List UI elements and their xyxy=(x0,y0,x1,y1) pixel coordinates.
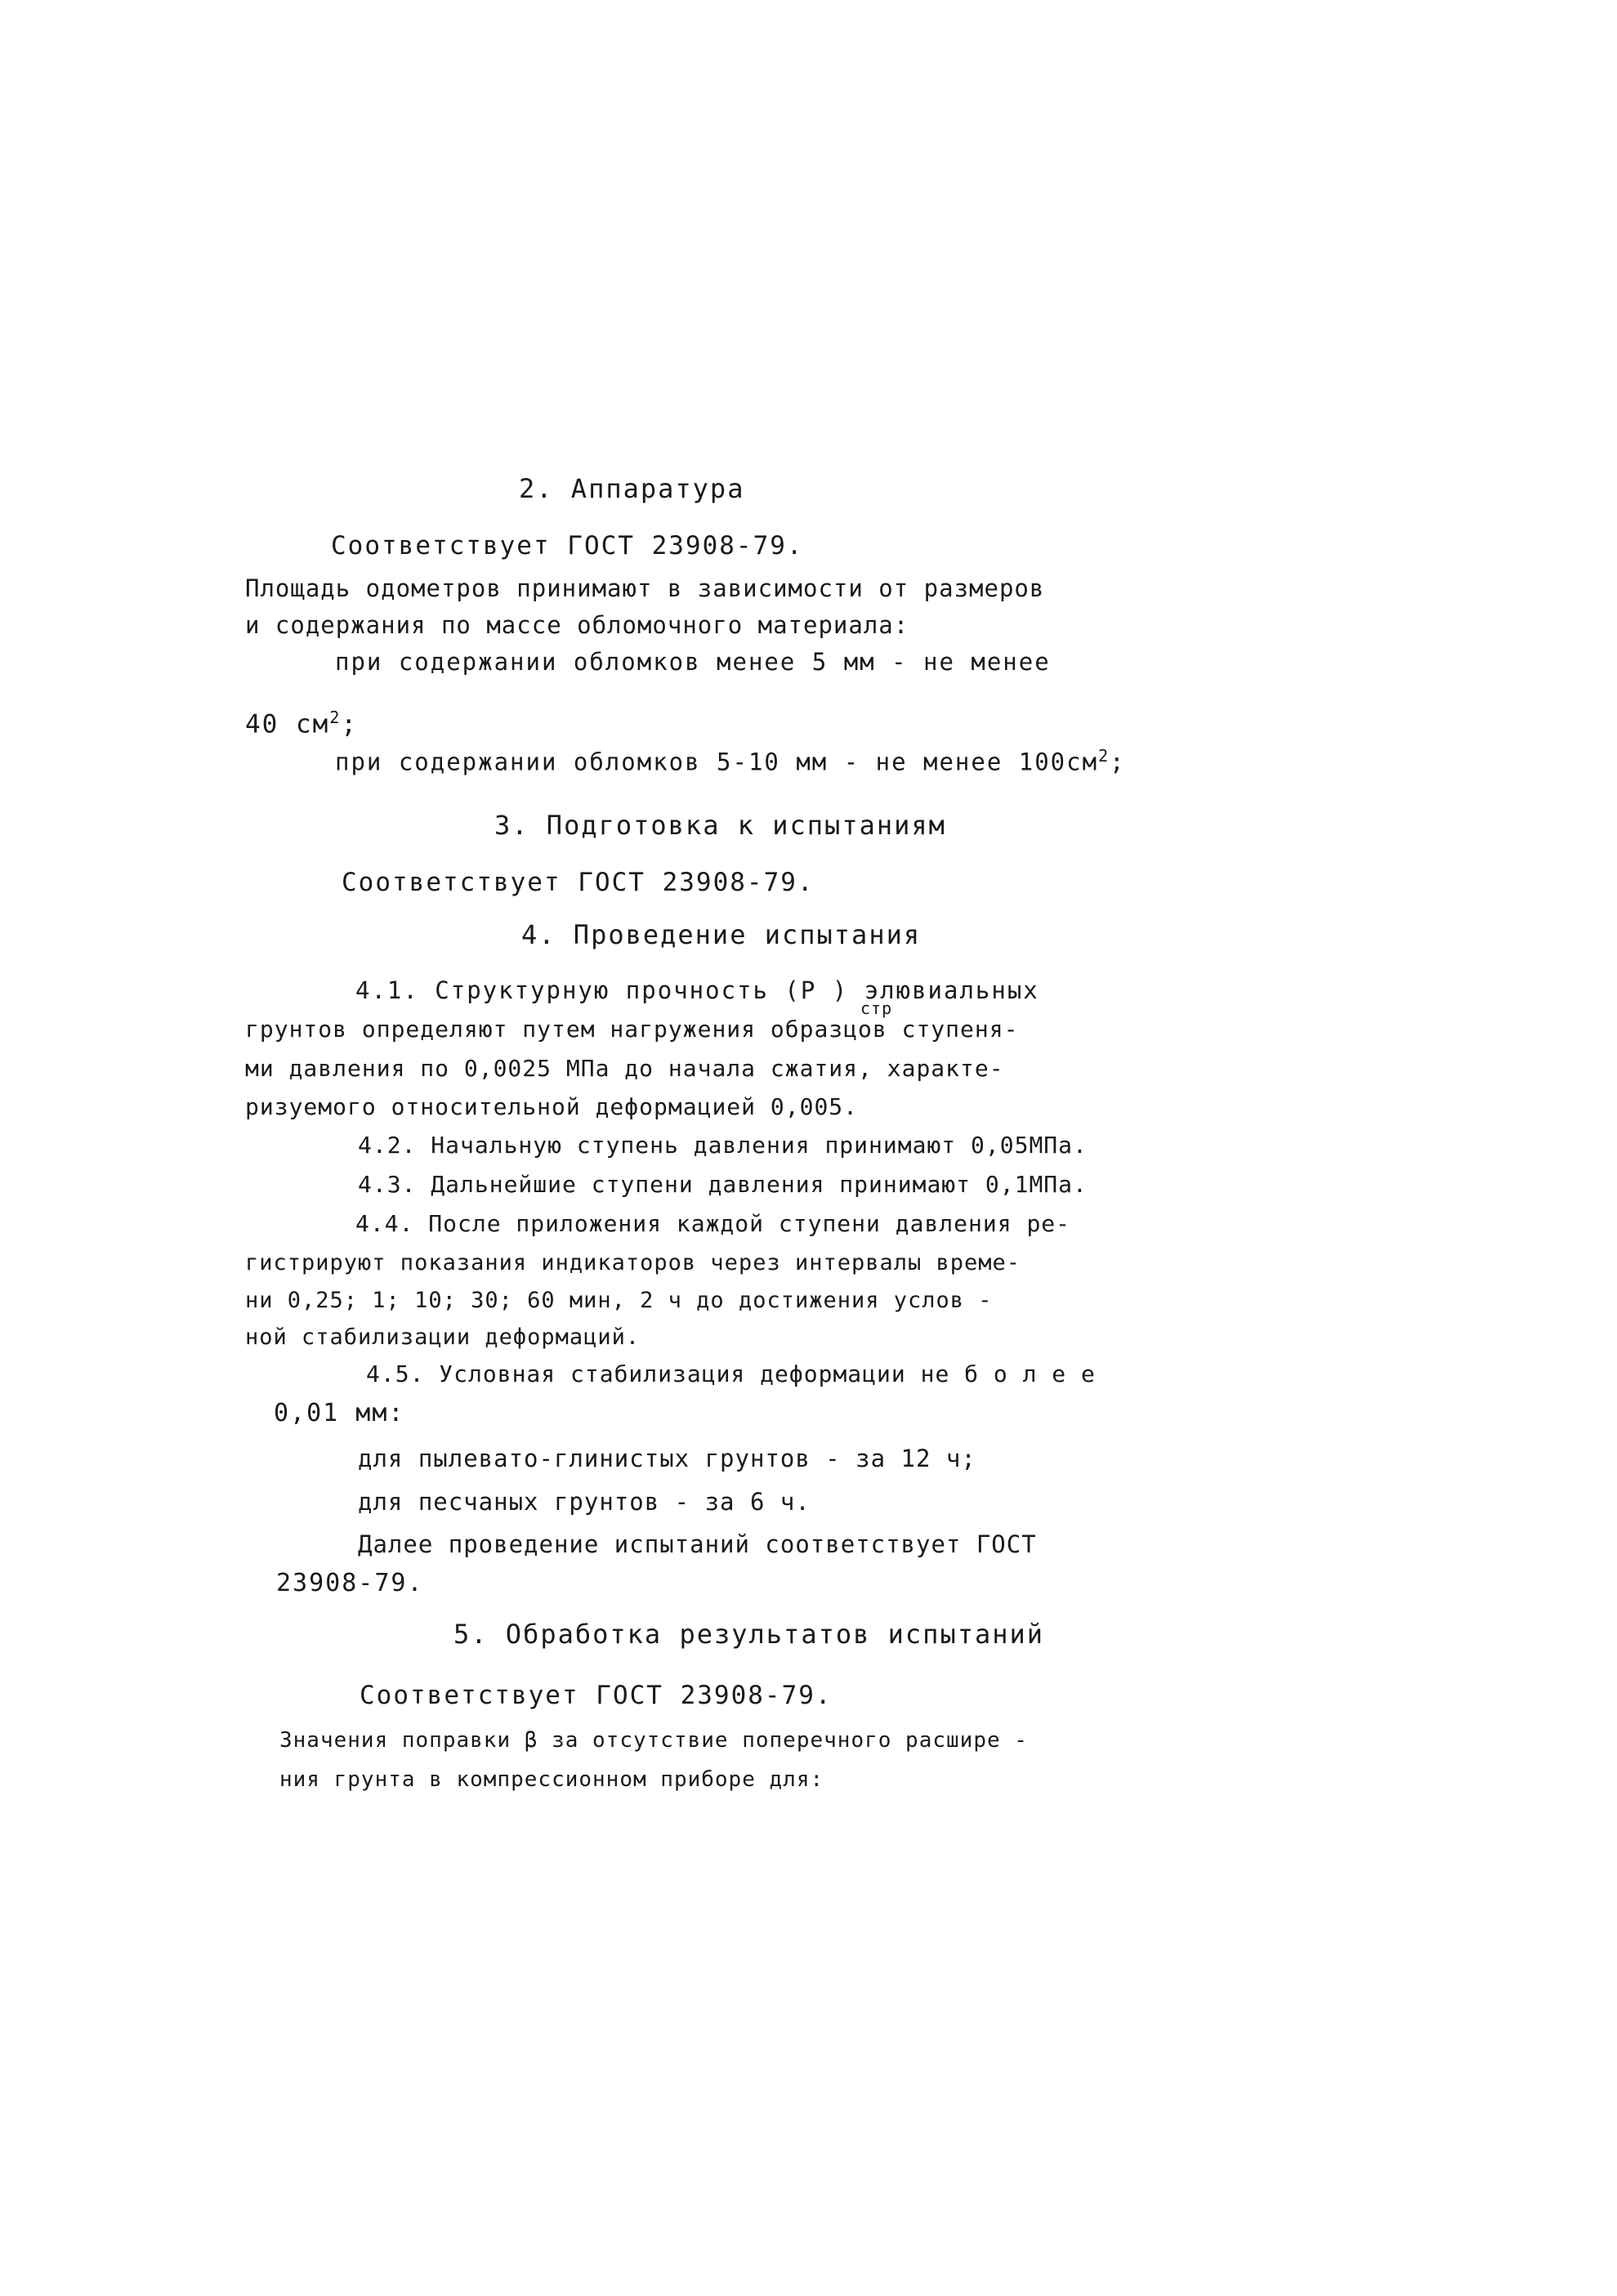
paragraph-line: 0,01 мм: xyxy=(274,1399,405,1427)
section-heading-processing: 5. Обработка результатов испытаний xyxy=(453,1619,1045,1650)
paragraph-line: 4.3. Дальнейшие ступени давления принимают 0,1МПа. xyxy=(358,1171,1088,1198)
paragraph-line: ни 0,25; 1; 10; 30; 60 мин, 2 ч до достижения услов - xyxy=(245,1288,993,1313)
paragraph-line: Далее проведение испытаний соответствует ГОСТ xyxy=(358,1530,1037,1558)
paragraph-line: Соответствует ГОСТ 23908-79. xyxy=(331,531,804,561)
paragraph-line: Соответствует ГОСТ 23908-79. xyxy=(342,868,815,897)
paragraph-line: ной стабилизации деформаций. xyxy=(245,1324,641,1350)
paragraph-line: 4.4. После приложения каждой ступени давления ре- xyxy=(355,1210,1071,1237)
paragraph-line: 23908-79. xyxy=(276,1569,424,1597)
punctuation: ; xyxy=(1110,748,1126,776)
paragraph-line: для песчаных грунтов - за 6 ч. xyxy=(358,1488,811,1516)
section-heading-preparation: 3. Подготовка к испытаниям xyxy=(494,810,946,841)
paragraph-line: 4.1. Структурную прочность (P ) элювиальных xyxy=(355,976,1039,1004)
paragraph-line: для пылевато-глинистых грунтов - за 12 ч; xyxy=(358,1445,976,1472)
subscript: стр xyxy=(860,998,893,1018)
superscript: 2 xyxy=(329,708,342,727)
section-heading-apparatus: 2. Аппаратура xyxy=(519,473,745,504)
punctuation: ; xyxy=(341,709,359,739)
section-heading-testing: 4. Проведение испытания xyxy=(521,919,922,950)
line-text: при содержании обломков 5-10 мм - не менее 100см xyxy=(335,748,1099,776)
paragraph-line: при содержании обломков менее 5 мм - не менее xyxy=(335,648,1051,676)
paragraph-line: ми давления по 0,0025 МПа до начала сжатия, характе- xyxy=(245,1055,1004,1082)
paragraph-line xyxy=(245,701,358,740)
paragraph-line: Соответствует ГОСТ 23908-79. xyxy=(360,1681,833,1710)
paragraph-line: ризуемого относительной деформацией 0,005. xyxy=(245,1093,859,1120)
paragraph-line xyxy=(335,739,1126,779)
paragraph-line: Площадь одометров принимают в зависимости от размеров xyxy=(245,574,1045,602)
line-text: 40 см xyxy=(245,709,330,739)
superscript: 2 xyxy=(1098,746,1110,766)
paragraph-line: Значения поправки β за отсутствие поперечного расшире - xyxy=(279,1728,1028,1753)
paragraph-line: грунтов определяют путем нагружения образцов ступеня- xyxy=(245,1016,1019,1043)
paragraph-line: 4.2. Начальную ступень давления принимают 0,05МПа. xyxy=(358,1132,1088,1159)
paragraph-line: гистрируют показания индикаторов через интервалы време- xyxy=(245,1250,1021,1275)
paragraph-line: и содержания по массе обломочного материала: xyxy=(245,611,909,639)
paragraph-line: 4.5. Условная стабилизация деформации не б о л е е xyxy=(366,1360,1096,1387)
paragraph-line: ния грунта в компрессионном приборе для: xyxy=(279,1767,824,1792)
